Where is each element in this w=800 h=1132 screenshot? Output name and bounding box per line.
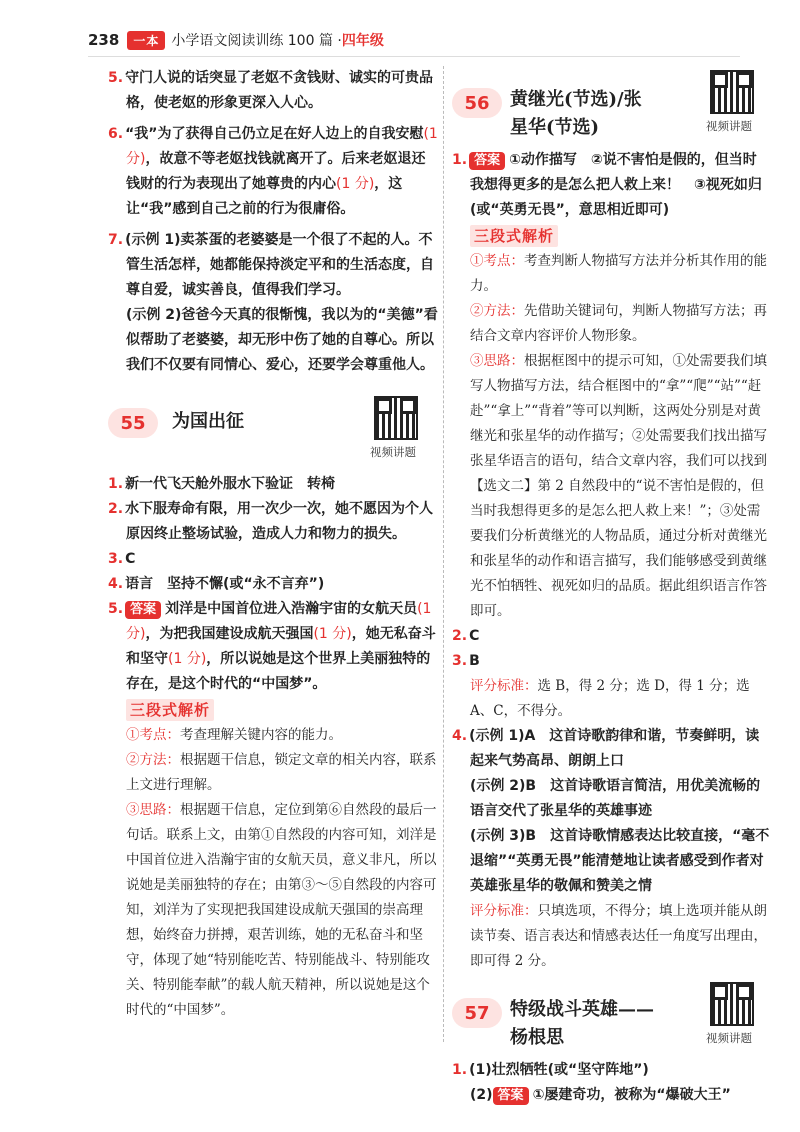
- page-number: 238: [88, 31, 120, 49]
- qr-code-icon[interactable]: [710, 70, 754, 114]
- answer-item-example: (示例 2)B 这首诗歌语言简洁，用优美流畅的语言交代了张星华的英雄事迹: [470, 778, 761, 819]
- answer-item: 1. 新一代飞天舱外服水下验证 转椅: [108, 476, 336, 492]
- answer-item: 5. 守门人说的话突显了老妪不贪钱财、诚实的可贵品格，使老妪的形象更深入人心。: [108, 70, 434, 111]
- qr-label: 视频讲题: [706, 119, 752, 133]
- answer-item: 1. (1)壮烈牺牲(或“坚守阵地”): [452, 1062, 649, 1078]
- answer-item: 5. 答案 刘洋是中国首位进入浩瀚宇宙的女航天员(1 分)，为把我国建设成航天强国(1 分)，她无私奋斗和坚守(1 分)，所以说她是这个世界上美丽独特的存在，是这个时代的“中国梦”。: [108, 601, 436, 692]
- scoring-criteria: 评分标准：选 B，得 2 分；选 D，得 1 分；选 A、C，不得分。: [470, 678, 750, 719]
- answer-item: 7. (示例 1)卖茶蛋的老婆婆是一个很了不起的人。不管生活怎样，她都能保持淡定平和的生活态度，自尊自爱，诚实善良，值得我们学习。: [108, 232, 434, 298]
- qr-label: 视频讲题: [370, 445, 416, 459]
- section-title-line2: 星华(节选): [510, 117, 600, 138]
- right-column: [452, 66, 770, 1108]
- analysis-point: ①考点：考查理解关键内容的能力。: [126, 727, 342, 743]
- answer-item-example: (示例 2)爸爸今天真的很惭愧，我以为的“美德”看似帮助了老婆婆，却无形中伤了她的自尊心。所以我们不仅要有同情心、爱心，还要学会尊重他人。: [126, 307, 438, 373]
- answer-item: 4. 语言 坚持不懈(或“永不言弃”): [108, 576, 325, 592]
- section-title-line2: 杨根思: [510, 1027, 564, 1048]
- analysis-reasoning: ③思路：根据框图中的提示可知，①处需要我们填写人物描写方法，结合框图中的“拿”“爬”“站”“赶赴”“拿上”“背着”等可以判断，这两处分别是对黄继光和张星华的动作描写；②处需要我们找出描写张星华语言的语句，结合文章内容，我们可以找到【选文二】第 2 自然段中的“说不害怕是假的，但当时我想得更多的是怎么把人救上来！”；③处需要我们分析黄继光的人物品质，通过分析对黄继光和张星华的动作和语言描写，我们能够感受到黄继光不怕牺牲、视死如归的品质。据此组织语言作答即可。: [470, 353, 767, 619]
- answer-item: 1. 答案 ①动作描写 ②说不害怕是假的，但当时我想得更多的是怎么把人救上来！ ③视死如归(或“英勇无畏”，意思相近即可): [452, 152, 762, 218]
- column-divider: [443, 66, 444, 1042]
- analysis-reasoning: ③思路：根据题干信息，定位到第⑥自然段的最后一句话。联系上文，由第①自然段的内容可知，刘洋是中国首位进入浩瀚宇宙的女航天员，意义非凡，所以说她是美丽独特的存在；由第③～⑤自然段的内容可知，刘洋为了实现把我国建设成航天强国的崇高理想，始终奋力拼搏，艰苦训练，她的无私奋斗和坚守，体现了她“特别能吃苦、特别能战斗、特别能攻关、特别能奉献”的载人航天精神，所以说她是这个时代的“中国梦”。: [126, 802, 437, 1018]
- book-title: 小学语文阅读训练 100 篇 ·: [171, 33, 342, 49]
- answer-item: 2. C: [452, 628, 480, 644]
- answer-item: 3. C: [108, 551, 136, 567]
- brand-logo: 一本: [127, 31, 165, 50]
- header-rule: [88, 56, 740, 57]
- qr-label: 视频讲题: [706, 1031, 752, 1045]
- answer-item: 4. (示例 1)A 这首诗歌韵律和谐，节奏鲜明，读起来气势高昂、朗朗上口: [452, 728, 760, 769]
- answer-item: 6. “我”为了获得自己仍立足在好人边上的自我安慰(1 分)，故意不等老妪找钱就离开了。后来老妪退还钱财的行为表现出了她尊贵的内心(1 分)，这让“我”感到自己之前的行为很庸俗。: [108, 126, 438, 217]
- section-title-line1: 特级战斗英雄——: [510, 999, 654, 1020]
- qr-code-icon[interactable]: [710, 982, 754, 1026]
- analysis-method: ②方法：根据题干信息，锁定文章的相关内容，联系上文进行理解。: [126, 752, 437, 793]
- section-56-header: [452, 66, 770, 148]
- answer-item: 2. 水下服寿命有限，用一次少一次，她不愿因为个人原因终止整场试验，造成人力和物力的损失。: [108, 501, 434, 542]
- answer-item-sub: (2) 答案 ①屡建奇功，被称为“爆破大王”: [470, 1087, 731, 1103]
- section-number-badge: 56: [452, 88, 502, 118]
- section-title: 为国出征: [172, 411, 244, 432]
- analysis-heading: 三段式解析: [470, 225, 558, 247]
- section-number-badge: 57: [452, 998, 502, 1028]
- section-57-header: [452, 980, 770, 1058]
- grade-label: 四年级: [341, 33, 384, 49]
- analysis-heading: 三段式解析: [126, 699, 214, 721]
- scoring-criteria: 评分标准：只填选项，不得分；填上选项并能从朗读节奏、语言表达和情感表达任一角度写出理由，即可得 2 分。: [470, 903, 767, 969]
- page-header: [88, 28, 384, 52]
- section-number-badge: 55: [108, 408, 158, 438]
- section-55-header: [108, 392, 438, 462]
- answer-item: 3. B: [452, 653, 480, 669]
- answer-tag: 答案: [125, 601, 161, 619]
- analysis-point: ①考点：考查判断人物描写方法并分析其作用的能力。: [470, 253, 767, 294]
- answer-tag: 答案: [493, 1087, 529, 1105]
- qr-code-icon[interactable]: [374, 396, 418, 440]
- analysis-method: ②方法：先借助关键词句，判断人物描写方法；再结合文章内容评价人物形象。: [470, 303, 767, 344]
- answer-tag: 答案: [469, 152, 505, 170]
- section-title-line1: 黄继光(节选)/张: [510, 89, 642, 110]
- answer-item-example: (示例 3)B 这首诗歌情感表达比较直接，“毫不退缩”“英勇无畏”能清楚地让读者感受到作者对英雄张星华的敬佩和赞美之情: [470, 828, 770, 894]
- left-column: [108, 66, 438, 1023]
